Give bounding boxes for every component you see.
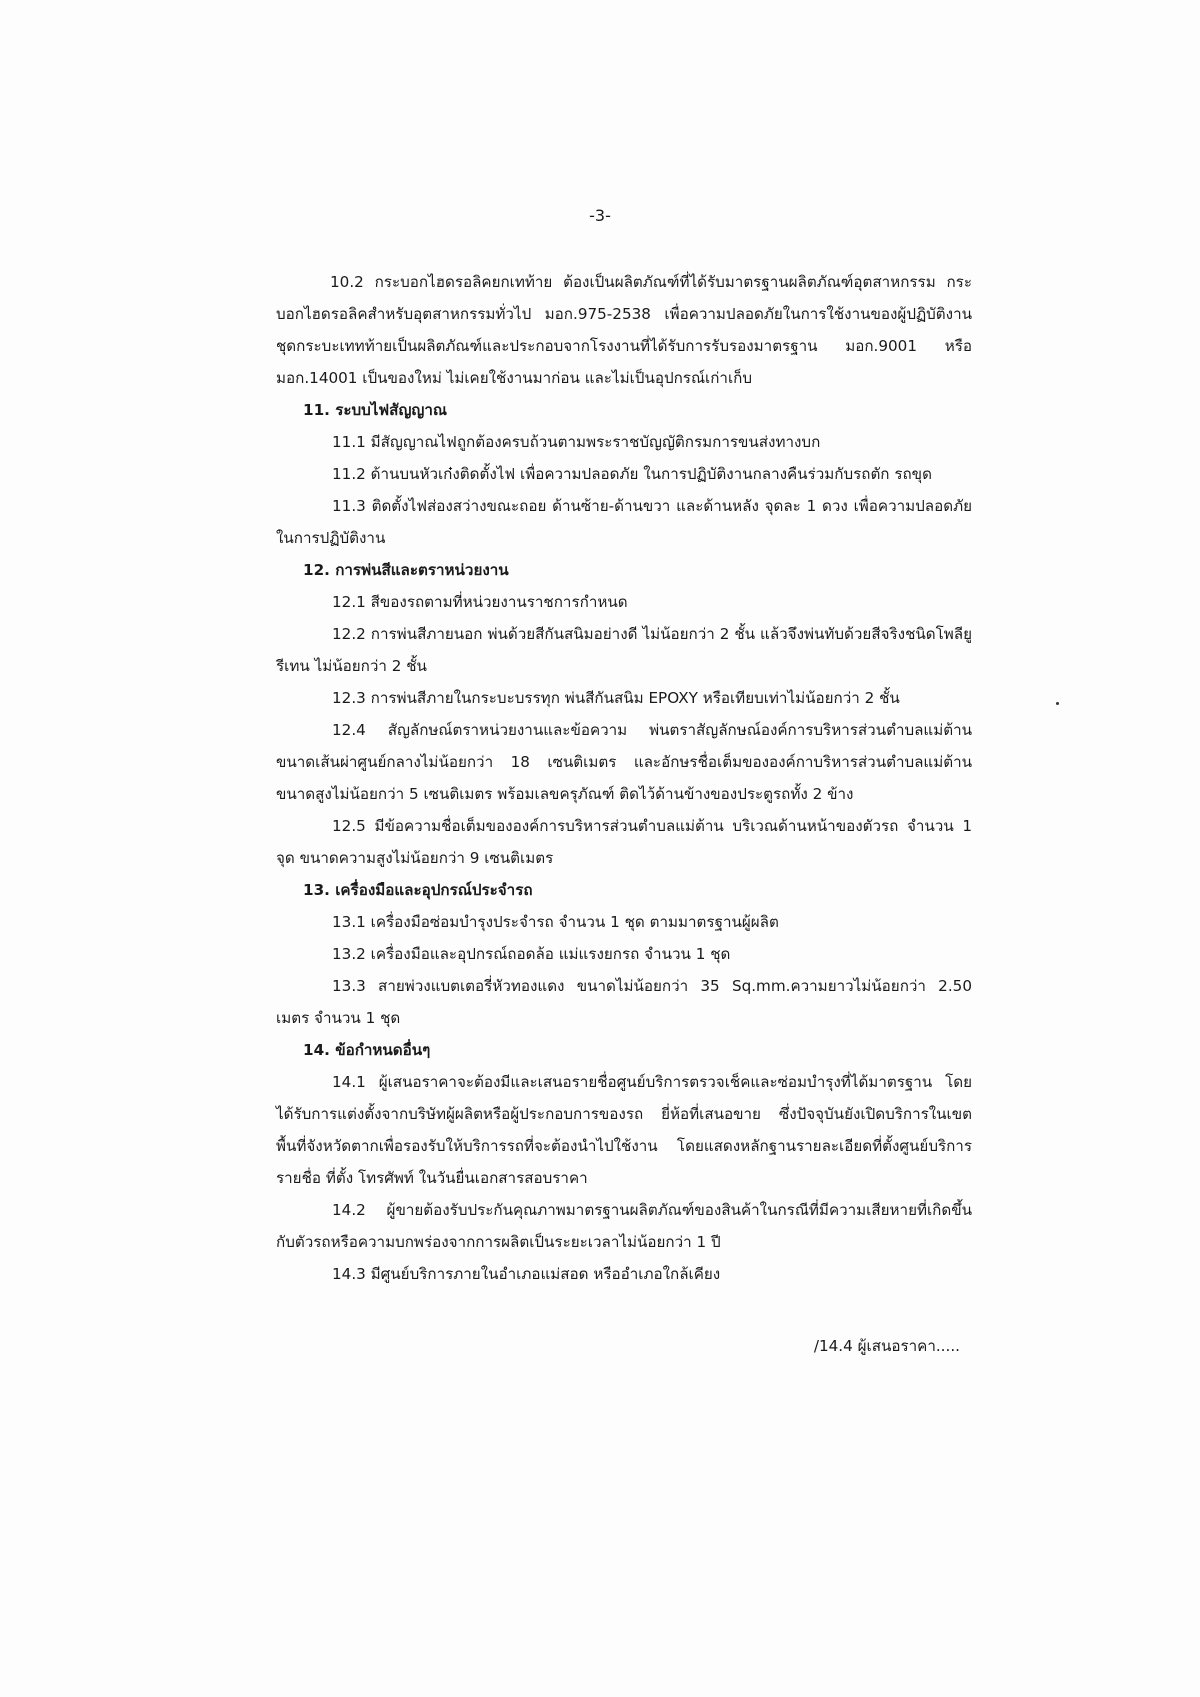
paragraph-12-3: 12.3 การพ่นสีภายในกระบะบรรทุก พ่นสีกันสนิม EPOXY หรือเทียบเท่าไม่น้อยกว่า 2 ชั้น (332, 689, 900, 707)
paragraph-14-2: 14.2 ผู้ขายต้องรับประกันคุณภาพมาตรฐานผลิตภัณฑ์ของสินค้าในกรณีที่มีความเสียหายที่เกิดขึ้นกับตัวรถหรือความบกพร่องจากการผลิตเป็นระยะเวลาไม่น้อยกว่า 1 ปี (276, 1201, 972, 1251)
paragraph-12-1: 12.1 สีของรถตามที่หน่วยงานราชการกำหนด (332, 593, 628, 611)
document-body (276, 266, 972, 1290)
paragraph-12-5: 12.5 มีข้อความชื่อเต็มขององค์การบริหารส่วนตำบลแม่ต้าน บริเวณด้านหน้าของตัวรถ จำนวน 1 จุด ขนาดความสูงไม่น้อยกว่า 9 เซนติเมตร (276, 817, 972, 867)
paragraph-11-1: 11.1 มีสัญญาณไฟถูกต้องครบถ้วนตามพระราชบัญญัติกรมการขนส่งทางบก (332, 433, 821, 451)
paragraph-14-1: 14.1 ผู้เสนอราคาจะต้องมีและเสนอรายชื่อศูนย์บริการตรวจเช็คและซ่อมบำรุงที่ได้มาตรฐาน โดยได้รับการแต่งตั้งจากบริษัทผู้ผลิตหรือผู้ประกอบการของรถ ยี่ห้อที่เสนอขาย ซึ่งปัจจุบันยังเปิดบริการในเขตพื้นที่จังหวัดตากเพื่อรองรับให้บริการรถที่จะต้องนำไปใช้งาน โดยแสดงหลักฐานรายละเอียดที่ตั้งศูนย์บริการ รายชื่อ ที่ตั้ง โทรศัพท์ ในวันยื่นเอกสารสอบราคา (276, 1073, 972, 1187)
paragraph-14-3: 14.3 มีศูนย์บริการภายในอำเภอแม่สอด หรืออำเภอใกล้เคียง (332, 1265, 721, 1283)
paragraph-10-2: 10.2 กระบอกไฮดรอลิคยกเทท้าย ต้องเป็นผลิตภัณฑ์ที่ได้รับมาตรฐานผลิตภัณฑ์อุตสาหกรรม กระบอกไฮดรอลิคสำหรับอุตสาหกรรมทั่วไป มอก.975-2538 เพื่อความปลอดภัยในการใช้งานของผู้ปฏิบัติงาน ชุดกระบะเททท้ายเป็นผลิตภัณฑ์และประกอบจากโรงงานที่ได้รับการรับรองมาตรฐาน มอก.9001 หรือ มอก.14001 เป็นของใหม่ ไม่เคยใช้งานมาก่อน และไม่เป็นอุปกรณ์เก่าเก็บ (276, 273, 972, 387)
paragraph-13-3: 13.3 สายพ่วงแบตเตอรี่หัวทองแดง ขนาดไม่น้อยกว่า 35 Sq.mm.ความยาวไม่น้อยกว่า 2.50 เมตร จำนวน 1 ชุด (276, 977, 972, 1027)
continuation-note: /14.4 ผู้เสนอราคา..... (813, 1337, 960, 1355)
heading-13: 13. เครื่องมือและอุปกรณ์ประจำรถ (303, 881, 533, 899)
paragraph-13-2: 13.2 เครื่องมือและอุปกรณ์ถอดล้อ แม่แรงยกรถ จำนวน 1 ชุด (332, 945, 731, 963)
heading-12: 12. การพ่นสีและตราหน่วยงาน (303, 561, 509, 579)
paragraph-11-3: 11.3 ติดตั้งไฟส่องสว่างขณะถอย ด้านซ้าย-ด้านขวา และด้านหลัง จุดละ 1 ดวง เพื่อความปลอดภัยในการปฏิบัติงาน (276, 497, 972, 547)
paragraph-11-2: 11.2 ด้านบนหัวเก๋งติดตั้งไฟ เพื่อความปลอดภัย ในการปฏิบัติงานกลางคืนร่วมกับรถตัก รถขุด (332, 465, 932, 483)
paragraph-12-2: 12.2 การพ่นสีภายนอก พ่นด้วยสีกันสนิมอย่างดี ไม่น้อยกว่า 2 ชั้น แล้วจึงพ่นทับด้วยสีจริงชนิดโพลียูรีเทน ไม่น้อยกว่า 2 ชั้น (276, 625, 972, 675)
paragraph-12-4: 12.4 สัญลักษณ์ตราหน่วยงานและข้อความ พ่นตราสัญลักษณ์องค์การบริหารส่วนตำบลแม่ต้าน ขนาดเส้นผ่าศูนย์กลางไม่น้อยกว่า 18 เซนติเมตร และอักษรชื่อเต็มขององค์กาบริหารส่วนตำบลแม่ต้าน ขนาดสูงไม่น้อยกว่า 5 เซนติเมตร พร้อมเลขครุภัณฑ์ ติดไว้ด้านข้างของประตูรถทั้ง 2 ข้าง (276, 721, 972, 803)
paragraph-13-1: 13.1 เครื่องมือซ่อมบำรุงประจำรถ จำนวน 1 ชุด ตามมาตรฐานผู้ผลิต (332, 913, 779, 931)
page-number: -3- (589, 206, 611, 225)
scan-dot-mark (1056, 702, 1059, 705)
heading-11: 11. ระบบไฟสัญญาณ (303, 401, 447, 419)
heading-14: 14. ข้อกำหนดอื่นๆ (303, 1041, 431, 1059)
